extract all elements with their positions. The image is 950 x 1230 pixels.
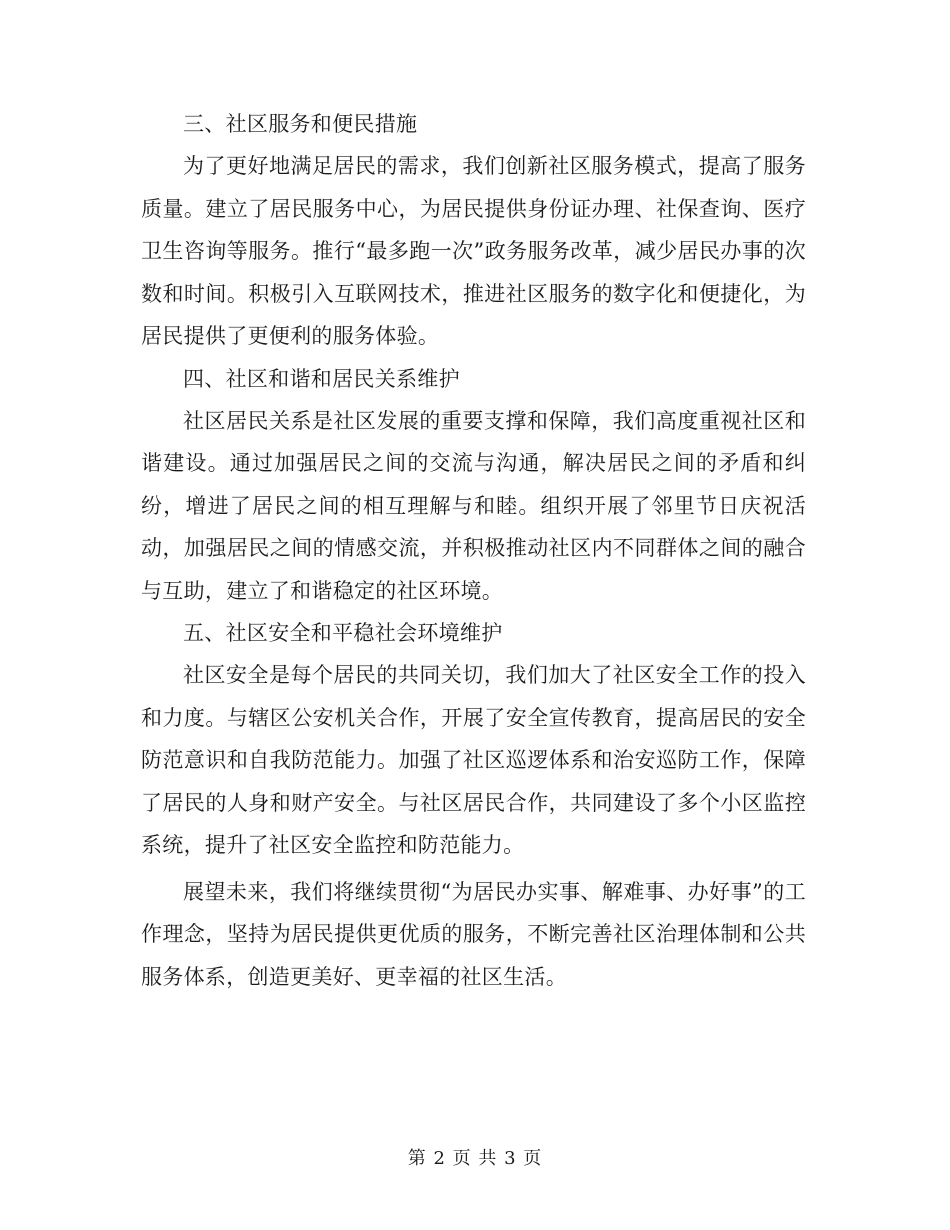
page-number-footer: 第 2 页 共 3 页 bbox=[407, 1148, 543, 1169]
section-heading-community-safety: 五、社区安全和平稳社会环境维护 bbox=[183, 621, 503, 645]
section-paragraph-community-safety: 社区安全是每个居民的共同关切，我们加大了社区安全工作的投入和力度。与辖区公安机关合作，开展了安全宣传教育，提高居民的安全防范意识和自我防范能力。加强了社区巡逻体系和治安巡防工作，保障了居民的人身和财产安全。与社区居民合作，共同建设了多个小区监控系统，提升了社区安全监控和防范能力。 bbox=[141, 663, 806, 857]
section-heading-community-harmony: 四、社区和谐和居民关系维护 bbox=[183, 366, 460, 391]
section-paragraph-community-services: 为了更好地满足居民的需求，我们创新社区服务模式，提高了服务质量。建立了居民服务中心，为居民提供身份证办理、社保查询、医疗卫生咨询等服务。推行“最多跑一次”政务服务改革，减少居民办事的次数和时间。积极引入互联网技术，推进社区服务的数字化和便捷化，为居民提供了更便利的服务体验。 bbox=[141, 154, 806, 348]
section-heading-community-services: 三、社区服务和便民措施 bbox=[183, 112, 418, 136]
section-paragraph-community-harmony: 社区居民关系是社区发展的重要支撑和保障，我们高度重视社区和谐建设。通过加强居民之间的交流与沟通，解决居民之间的矛盾和纠纷，增进了居民之间的相互理解与和睦。组织开展了邻里节日庆祝活动，加强居民之间的情感交流，并积极推动社区内不同群体之间的融合与互助，建立了和谐稳定的社区环境。 bbox=[141, 408, 806, 603]
closing-paragraph: 展望未来，我们将继续贯彻“为居民办实事、解难事、办好事”的工作理念，坚持为居民提供更优质的服务，不断完善社区治理体制和公共服务体系，创造更美好、更幸福的社区生活。 bbox=[141, 879, 806, 989]
document-body bbox=[141, 103, 806, 998]
